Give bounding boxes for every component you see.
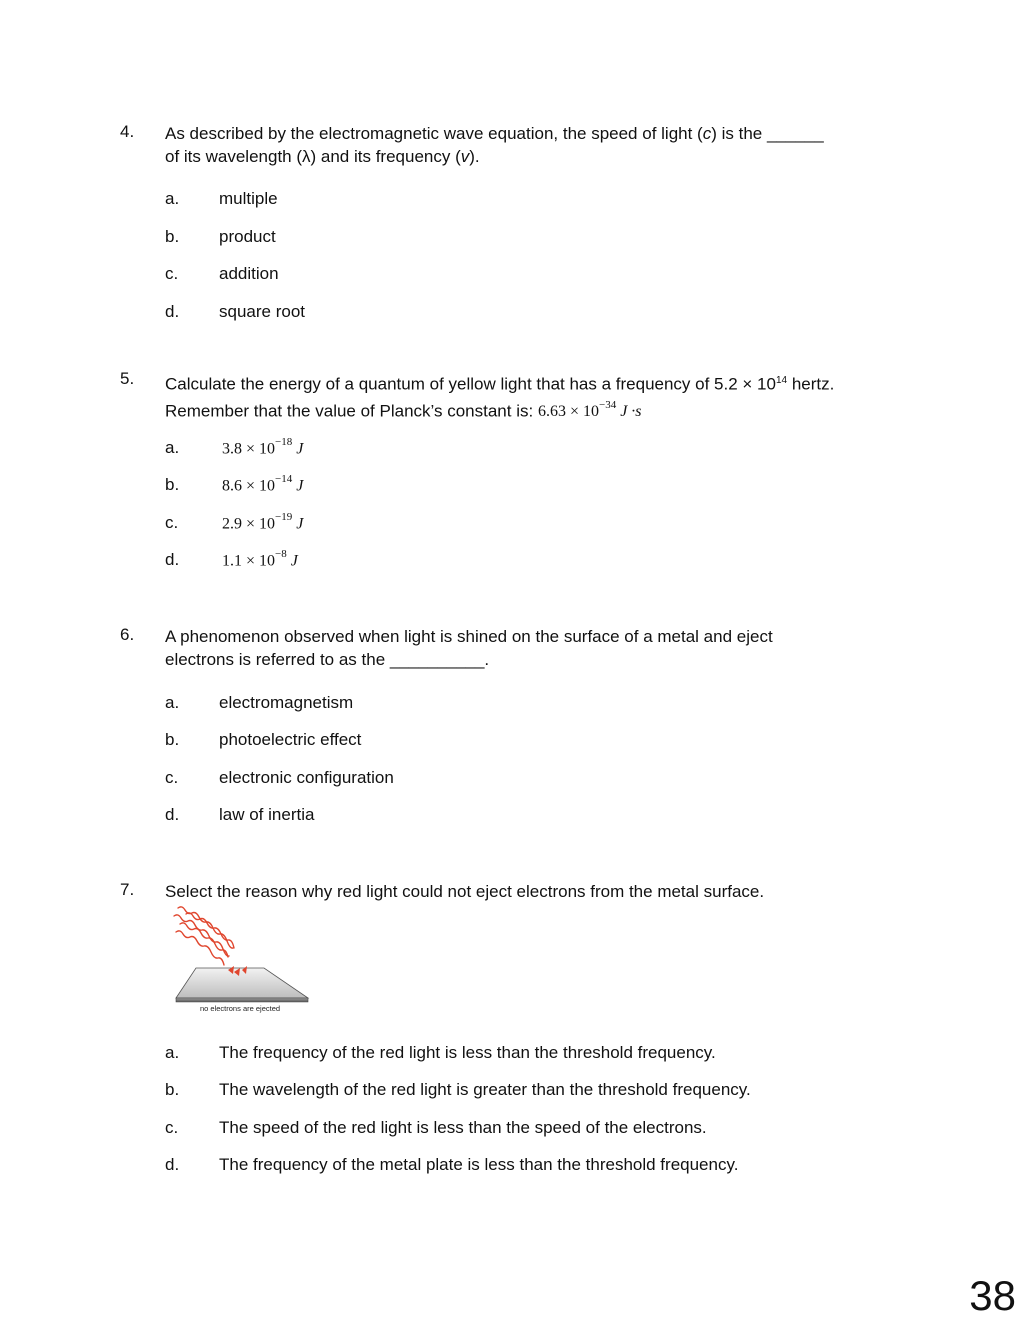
option-letter: b. [165, 1080, 180, 1099]
option-text: photoelectric effect [219, 730, 362, 749]
option-letter: d. [165, 805, 180, 824]
question-number: 7. [120, 880, 135, 899]
option-letter: b. [165, 475, 180, 494]
option-value: $2.9 \times 10^{-19}$ J [222, 511, 304, 533]
question-text: Calculate the energy of a quantum of yellow light that has a frequency of $5.2 \times 10^{14}$ hertz. Remember that the value of Planck’s constant is: $6.63 \times 10^{-34}$ J ·s [165, 374, 835, 420]
option-text: electromagnetism [219, 693, 354, 712]
option-text: The frequency of the red light is less than the threshold frequency. [219, 1043, 716, 1062]
option-value: $8.6 \times 10^{-14}$ J [222, 473, 304, 495]
option-text: square root [219, 302, 305, 321]
option-letter: b. [165, 227, 180, 246]
question-text: A phenomenon observed when light is shined on the surface of a metal and eject electrons is referred to as the __________. [165, 627, 773, 669]
option-text: addition [219, 264, 279, 283]
figure-caption: no electrons are ejected [200, 1004, 281, 1013]
question-number: 4. [120, 122, 135, 141]
option-letter: a. [165, 438, 180, 457]
option-letter: c. [165, 1118, 179, 1137]
option-letter: b. [165, 730, 180, 749]
option-letter: c. [165, 513, 179, 532]
photoelectric-figure [168, 902, 318, 1014]
option-value: $3.8 \times 10^{-18}$ J [222, 436, 304, 458]
question-text: As described by the electromagnetic wave equation, the speed of light (c) is the ______ of its wavelength (λ) and its frequency (v). [165, 124, 824, 166]
option-text: The speed of the red light is less than the speed of the electrons. [219, 1118, 707, 1137]
option-text: electronic configuration [219, 768, 394, 787]
option-letter: a. [165, 693, 180, 712]
option-value: $1.1 \times 10^{-8}$ J [222, 548, 298, 570]
planck-constant: $6.63 \times 10^{-34}$ J ·s [537, 398, 642, 420]
page-number: 38 [969, 1272, 1016, 1319]
option-letter: a. [165, 189, 180, 208]
option-letter: c. [165, 264, 179, 283]
option-text: law of inertia [219, 805, 315, 824]
option-letter: c. [165, 768, 179, 787]
option-text: The wavelength of the red light is greater than the threshold frequency. [219, 1080, 751, 1099]
question-number: 5. [120, 369, 135, 388]
option-letter: d. [165, 1155, 180, 1174]
red-light-on-metal-illustration [168, 902, 318, 1014]
option-letter: d. [165, 302, 180, 321]
option-text: multiple [219, 189, 278, 208]
question-text: Select the reason why red light could not eject electrons from the metal surface. [165, 882, 765, 901]
option-letter: a. [165, 1043, 180, 1062]
option-text: The frequency of the metal plate is less than the threshold frequency. [219, 1155, 739, 1174]
red-light-waves-icon [174, 907, 234, 965]
metal-plate-surface [176, 968, 308, 998]
option-letter: d. [165, 550, 180, 569]
metal-plate-edge [176, 998, 308, 1002]
option-text: product [219, 227, 276, 246]
question-number: 6. [120, 625, 135, 644]
